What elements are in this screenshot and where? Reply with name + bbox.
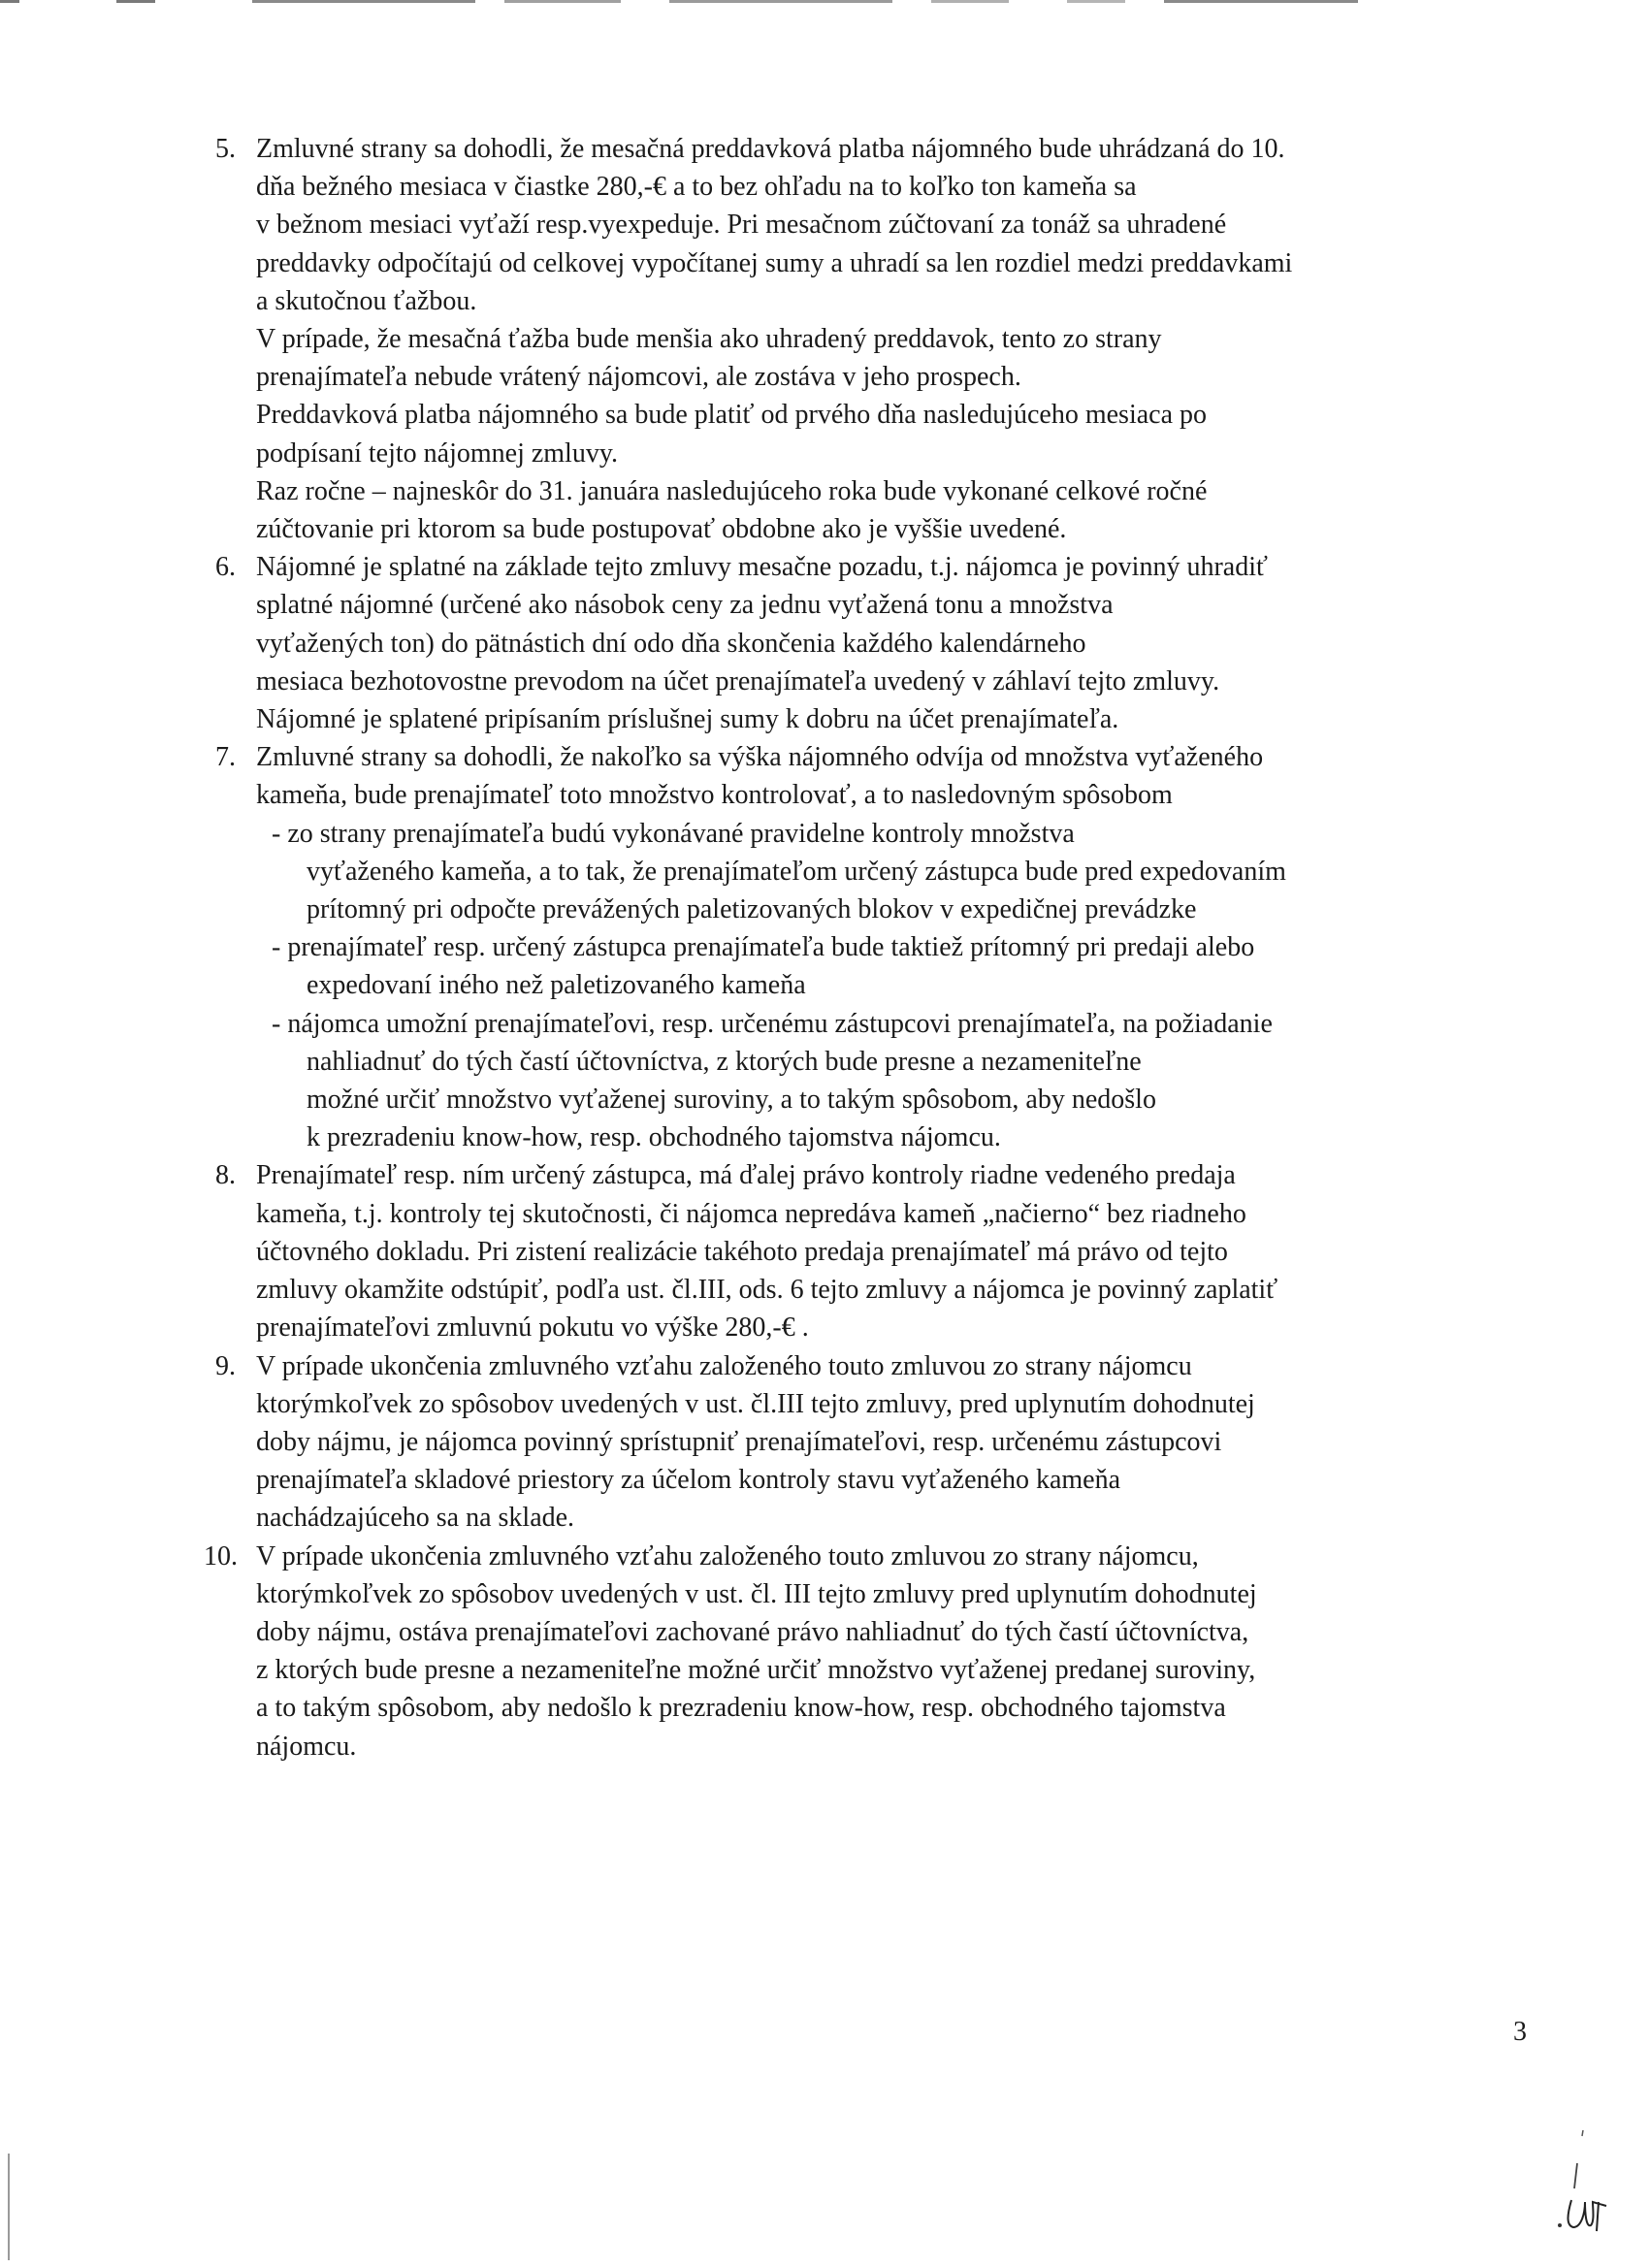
clause-line: a to takým spôsobom, aby nedošlo k prezradeniu know-how, resp. obchodného tajomstva — [256, 1693, 1226, 1724]
bullet-lead: - prenajímateľ resp. určený zástupca prenajímateľa bude taktiež prítomný pri predaji alebo — [272, 932, 1255, 963]
clause-line: dňa bežného mesiaca v čiastke 280,-€ a to bez ohľadu na to koľko ton kameňa sa — [256, 172, 1137, 203]
bullet-line: k prezradeniu know-how, resp. obchodného tajomstva nájomcu. — [307, 1122, 1001, 1153]
clause-line: doby nájmu, je nájomca povinný sprístupniť prenajímateľovi, resp. určenému zástupcovi — [256, 1426, 1222, 1457]
clause-line: Raz ročne – najneskôr do 31. januára nasledujúceho roka bude vykonané celkové ročné — [256, 475, 1208, 506]
clause-line: doby nájmu, ostáva prenajímateľovi zachované právo nahliadnuť do tých častí účtovníctva, — [256, 1616, 1249, 1647]
clause-line: mesiaca bezhotovostne prevodom na účet prenajímateľa uvedený v záhlaví tejto zmluvy. — [256, 665, 1220, 697]
clause-line: prenajímateľa skladové priestory za účelom kontroly stavu vyťaženého kameňa — [256, 1465, 1121, 1496]
clause-line: zmluvy okamžite odstúpiť, podľa ust. čl.III, ods. 6 tejto zmluvy a nájomca je povinný zaplatiť — [256, 1275, 1278, 1306]
clause-line: vyťažených ton) do pätnástich dní odo dňa skončenia každého kalendárneho — [256, 628, 1086, 659]
clause-line: preddavky odpočítajú od celkovej vypočítanej sumy a uhradí sa len rozdiel medzi preddavkami — [256, 247, 1293, 278]
clause-number: 5. — [215, 134, 236, 164]
clause-line: ktorýmkoľvek zo spôsobov uvedených v ust. čl. III tejto zmluvy pred uplynutím dohodnutej — [256, 1578, 1257, 1609]
clause-number: 7. — [215, 742, 236, 773]
clause-line: podpísaní tejto nájomnej zmluvy. — [256, 437, 619, 469]
clause-5 — [215, 130, 1554, 548]
clause-line: a skutočnou ťažbou. — [256, 285, 477, 316]
clause-line: kameňa, bude prenajímateľ toto množstvo kontrolovať, a to nasledovným spôsobom — [256, 780, 1173, 811]
scan-artifact-top — [0, 0, 1649, 6]
clause-line: Prenajímateľ resp. ním určený zástupca, má ďalej právo kontroly riadne vedeného predaja — [256, 1160, 1236, 1191]
bullet-line: vyťaženého kameňa, a to tak, že prenajímateľom určený zástupca bude pred expedovaním — [307, 856, 1286, 887]
bullet-item — [256, 815, 1554, 929]
bullet-line: expedovaní iného než paletizovaného kameňa — [307, 970, 806, 1001]
contract-text — [204, 130, 1554, 1766]
clause-number: 9. — [215, 1350, 236, 1381]
clause-line: ktorýmkoľvek zo spôsobov uvedených v ust. čl.III tejto zmluvy, pred uplynutím dohodnutej — [256, 1388, 1255, 1419]
bullet-line: prítomný pri odpočte prevážených paletizovaných blokov v expedičnej prevádzke — [307, 894, 1197, 925]
signature-initials-icon — [1552, 2124, 1620, 2241]
clause-line: účtovného dokladu. Pri zistení realizácie takéhoto predaja prenajímateľ má právo od tejto — [256, 1236, 1228, 1267]
clause-line: Nájomné je splatené pripísaním príslušnej sumy k dobru na účet prenajímateľa. — [256, 704, 1119, 735]
page-number: 3 — [1513, 2017, 1527, 2047]
clause-line: v bežnom mesiaci vyťaží resp.vyexpeduje. Pri mesačnom zúčtovaní za tonáž sa uhradené — [256, 210, 1227, 241]
clause-line: Nájomné je splatné na základe tejto zmluvy mesačne pozadu, t.j. nájomca je povinný uhradiť — [256, 552, 1268, 583]
clause-8 — [215, 1156, 1554, 1346]
clause-number: 6. — [215, 552, 236, 583]
bullet-item — [256, 1005, 1554, 1157]
clause-line: Preddavková platba nájomného sa bude platiť od prvého dňa nasledujúceho mesiaca po — [256, 400, 1207, 431]
clause-line: V prípade ukončenia zmluvného vzťahu založeného touto zmluvou zo strany nájomcu, — [256, 1540, 1199, 1571]
clause-line: prenajímateľa nebude vrátený nájomcovi, ale zostáva v jeho prospech. — [256, 362, 1021, 393]
clause-7 — [215, 738, 1554, 1156]
bullet-line: nahliadnuť do tých častí účtovníctva, z ktorých bude presne a nezameniteľne — [307, 1046, 1142, 1077]
clause-line: V prípade, že mesačná ťažba bude menšia ako uhradený preddavok, tento zo strany — [256, 324, 1162, 355]
clause-10 — [204, 1538, 1554, 1766]
clause-line: nachádzajúceho sa na sklade. — [256, 1503, 575, 1534]
bullet-item — [256, 928, 1554, 1004]
clause-line: Zmluvné strany sa dohodli, že mesačná preddavková platba nájomného bude uhrádzaná do 10. — [256, 134, 1285, 164]
clause-6 — [215, 548, 1554, 738]
bullet-line: možné určiť množstvo vyťaženej suroviny, a to takým spôsobom, aby nedošlo — [307, 1085, 1156, 1116]
clause-line: nájomcu. — [256, 1731, 357, 1762]
clause-line: z ktorých bude presne a nezameniteľne možné určiť množstvo vyťaženej predanej suroviny, — [256, 1655, 1256, 1686]
clause-9 — [215, 1347, 1554, 1538]
bullet-lead: - nájomca umožní prenajímateľovi, resp. určenému zástupcovi prenajímateľa, na požiadanie — [272, 1008, 1273, 1039]
bullet-lead: - zo strany prenajímateľa budú vykonávané pravidelne kontroly množstva — [272, 818, 1075, 849]
clause-line: Zmluvné strany sa dohodli, že nakoľko sa výška nájomného odvíja od množstva vyťaženého — [256, 742, 1264, 773]
clause-line: prenajímateľovi zmluvnú pokutu vo výške 280,-€ . — [256, 1312, 809, 1344]
scan-artifact-left — [8, 2154, 10, 2260]
clause-line: V prípade ukončenia zmluvného vzťahu založeného touto zmluvou zo strany nájomcu — [256, 1350, 1192, 1381]
clause-line: zúčtovanie pri ktorom sa bude postupovať obdobne ako je vyššie uvedené. — [256, 514, 1067, 545]
clause-line: splatné nájomné (určené ako násobok ceny za jednu vyťažená tonu a množstva — [256, 590, 1114, 621]
clause-number: 8. — [215, 1160, 236, 1191]
clause-number: 10. — [204, 1540, 238, 1571]
clause-line: kameňa, t.j. kontroly tej skutočnosti, či nájomca nepredáva kameň „načierno“ bez riadneho — [256, 1198, 1246, 1229]
